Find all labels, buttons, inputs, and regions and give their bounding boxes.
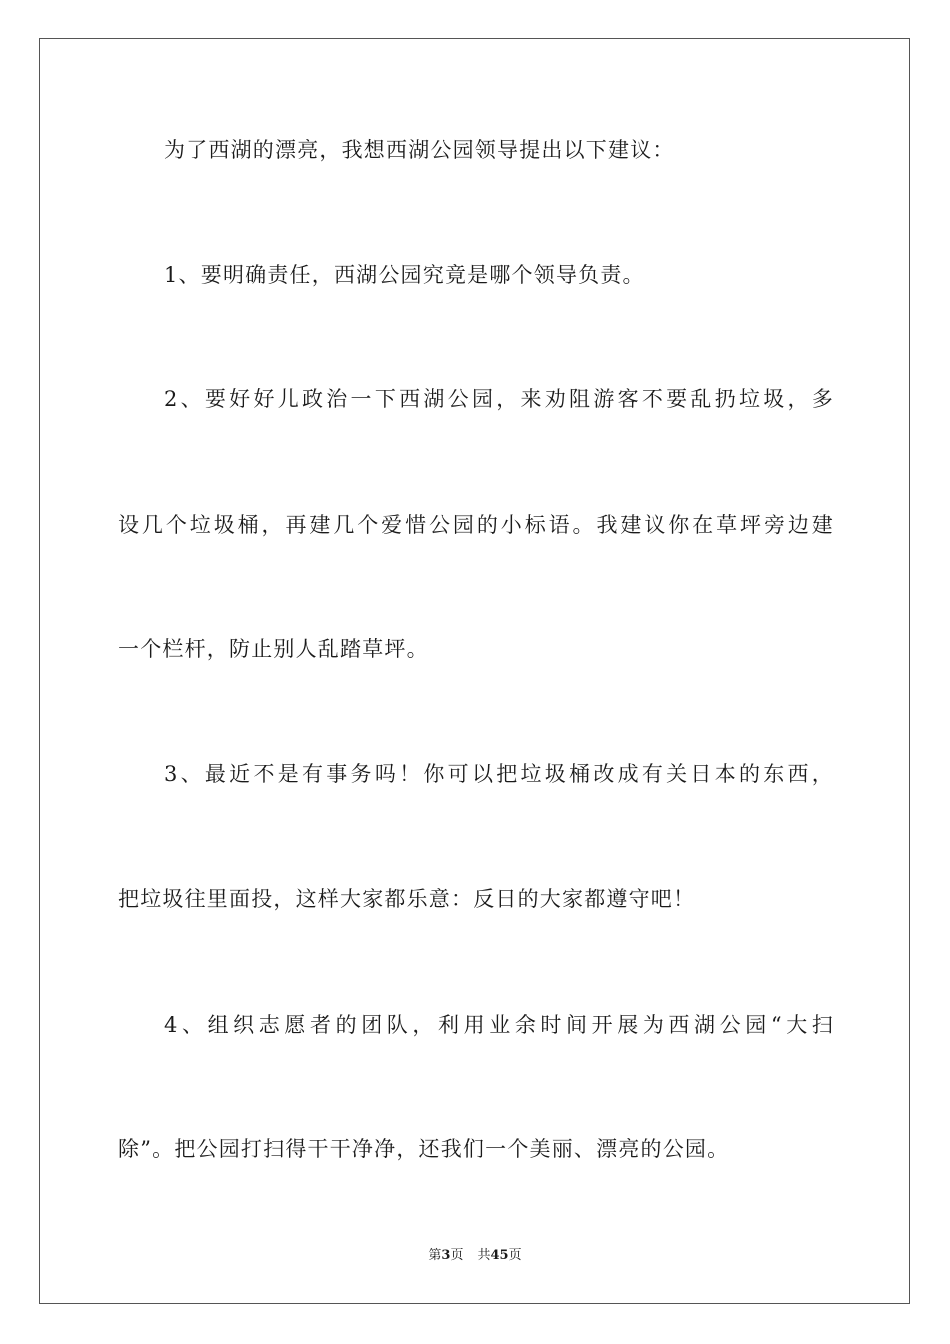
suggestion-1: 1、要明确责任，西湖公园究竟是哪个领导负责。 (164, 263, 645, 287)
suggestion-2-line-2: 设几个垃圾桶，再建几个爱惜公园的小标语。我建议你在草坪旁边建 (118, 513, 834, 537)
page-border (39, 38, 910, 1304)
suggestion-2-line-3: 一个栏杆，防止别人乱踏草坪。 (118, 637, 429, 661)
footer-page-prefix: 第 (428, 1248, 442, 1263)
footer-total-number: 45 (490, 1248, 509, 1263)
suggestion-4-line-2: 除”。把公园打扫得干干净净，还我们一个美丽、漂亮的公园。 (118, 1137, 730, 1161)
footer-total-prefix: 共 (477, 1248, 491, 1263)
footer-total-suffix: 页 (508, 1248, 522, 1263)
suggestion-2-line-1: 2、要好好儿政治一下西湖公园，来劝阻游客不要乱扔垃圾，多 (164, 387, 834, 411)
footer-page-suffix: 页 (450, 1248, 464, 1263)
paragraph-intro: 为了西湖的漂亮，我想西湖公园领导提出以下建议： (164, 138, 675, 162)
page-footer (0, 1247, 950, 1265)
footer-page-number: 3 (441, 1248, 451, 1263)
suggestion-4-line-1: 4、组织志愿者的团队，利用业余时间开展为西湖公园“大扫 (164, 1013, 834, 1037)
suggestion-3-line-1: 3、最近不是有事务吗！你可以把垃圾桶改成有关日本的东西， (164, 762, 834, 786)
suggestion-3-line-2: 把垃圾往里面投，这样大家都乐意：反日的大家都遵守吧！ (118, 887, 696, 911)
